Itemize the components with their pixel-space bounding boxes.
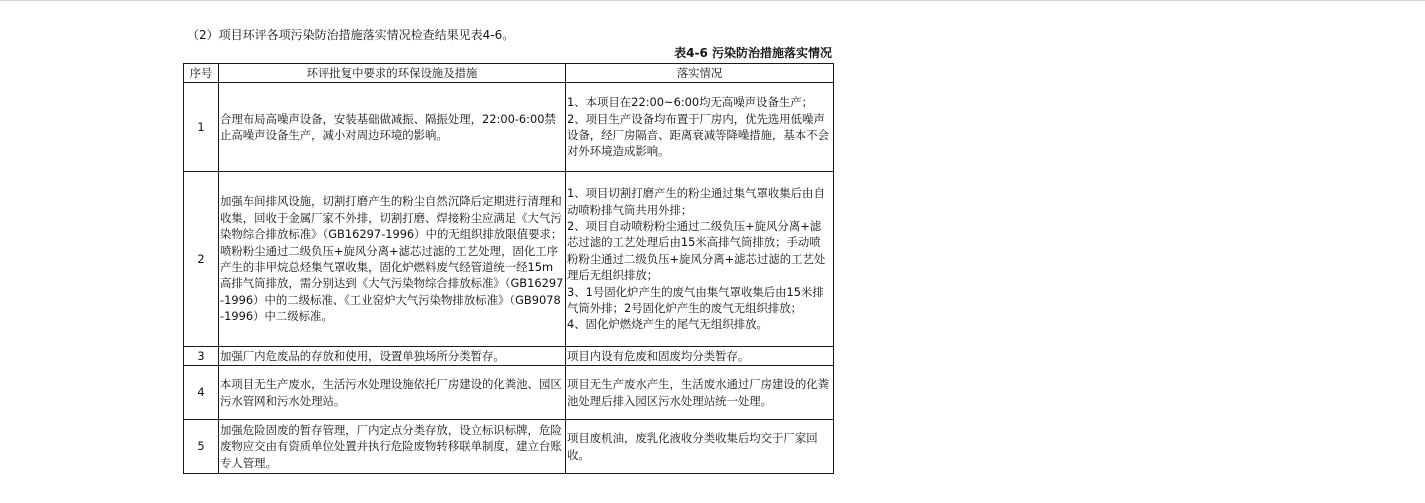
implementation-cell: 项目内设有危废和固废均分类暂存。 [566, 347, 834, 366]
requirement-cell: 合理布局高噪声设备，安装基础做减振、隔振处理，22:00-6:00禁止高噪声设备生产，减小对周边环境的影响。 [219, 83, 566, 172]
header-serial-no: 序号 [184, 64, 219, 83]
requirement-cell: 加强车间排风设施，切割打磨产生的粉尘自然沉降后定期进行清理和收集，回收于金属厂家不外排，切割打磨、焊接粉尘应满足《大气污染物综合排放标准》（GB16297-1996）中的无组织排放限值要求；喷粉粉尘通过二级负压+旋风分离+滤芯过滤的工艺处理，固化工序产生的非甲烷总烃集气罩收集，固化炉燃料废气经管道统一经15m高排气筒排放，需分别达到《大气污染物综合排放标准》（GB16297-1996）中的二级标准、《工业窑炉大气污染物排放标准》（GB9078-1996）中二级标准。 [219, 172, 566, 347]
implementation-item: 2、项目生产设备均布置于厂房内，优先选用低噪声设备，经厂房隔音、距离衰减等降噪措施，基本不会对外环境造成影响。 [567, 111, 829, 159]
row-number: 3 [184, 347, 219, 366]
pollution-control-table [183, 63, 834, 474]
page-top-edge [0, 0, 1425, 1]
row-number: 4 [184, 366, 219, 420]
implementation-cell: 项目废机油，废乳化液收分类收集后均交于厂家回收。 [566, 420, 834, 474]
table-row [184, 420, 834, 474]
implementation-item: 1、本项目在22:00~6:00均无高噪声设备生产； [567, 95, 814, 110]
implementation-cell: 项目无生产废水产生，生活废水通过厂房建设的化粪池处理后排入园区污水处理站统一处理。 [566, 366, 834, 420]
intro-paragraph: （2）项目环评各项污染防治措施落实情况检查结果见表4-6。 [187, 28, 515, 42]
implementation-cell [566, 83, 834, 172]
table-caption: 表4-6 污染防治措施落实情况 [674, 46, 832, 60]
table-row [184, 172, 834, 347]
implementation-item: 1、项目切割打磨产生的粉尘通过集气罩收集后由自动喷粉排气筒共用外排； [567, 186, 825, 217]
table-row [184, 366, 834, 420]
implementation-item: 3、1号固化炉产生的废气由集气罩收集后由15米排气筒外排；2号固化炉产生的废气无组织排放； [567, 284, 824, 316]
requirement-cell: 加强危险固废的暂存管理，厂内定点分类存放，设立标识标牌，危险废物应交由有资质单位处置并执行危险废物转移联单制度，建立台账专人管理。 [219, 420, 566, 474]
implementation-item: 2、项目自动喷粉粉尘通过二级负压+旋风分离+滤芯过滤的工艺处理后由15米高排气筒排放；手动喷粉粉尘通过二级负压+旋风分离+滤芯过滤的工艺处理后无组织排放； [567, 218, 826, 283]
implementation-cell [566, 172, 834, 347]
requirement-cell: 加强厂内危废品的存放和使用，设置单独场所分类暂存。 [219, 347, 566, 366]
row-number: 1 [184, 83, 219, 172]
implementation-item: 4、固化炉燃烧产生的尾气无组织排放。 [567, 317, 768, 332]
header-requirement: 环评批复中要求的环保设施及措施 [219, 64, 566, 83]
table-row [184, 83, 834, 172]
row-number: 5 [184, 420, 219, 474]
row-number: 2 [184, 172, 219, 347]
requirement-cell: 本项目无生产废水，生活污水处理设施依托厂房建设的化粪池、园区污水管网和污水处理站。 [219, 366, 566, 420]
table-row [184, 347, 834, 366]
header-implementation: 落实情况 [566, 64, 834, 83]
table-header-row [184, 64, 834, 83]
